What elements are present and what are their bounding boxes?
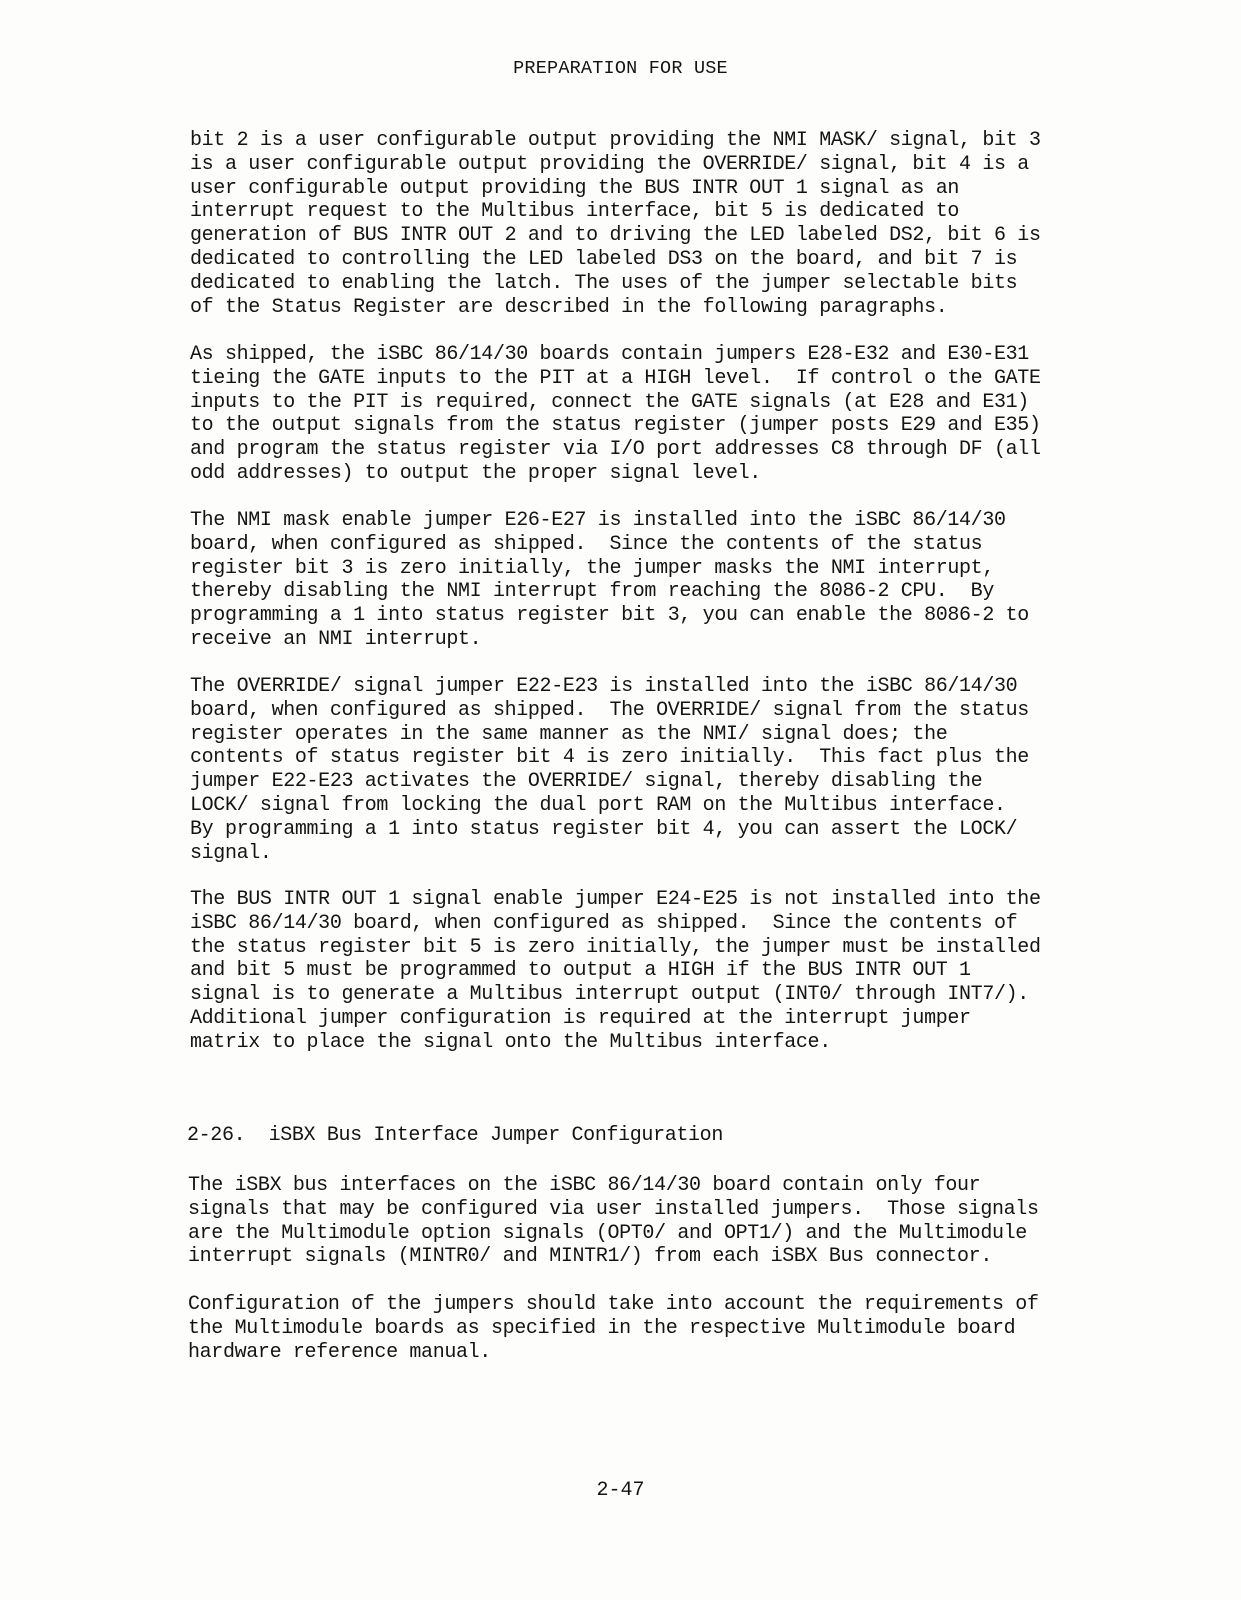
paragraph-jumper-configuration: Configuration of the jumpers should take into account the requirements of the Multimodule boards as specified in the respective Multimodule board hardware reference manual. bbox=[188, 1293, 1039, 1364]
section-heading: 2-26. iSBX Bus Interface Jumper Configuration bbox=[187, 1124, 723, 1147]
paragraph-nmi-mask: The NMI mask enable jumper E26-E27 is installed into the iSBC 86/14/30 board, when configured as shipped. Since the contents of the status register bit 3 is zero initially, the jumper masks the NMI interrupt, thereby disabling the NMI interrupt from reaching the 8086-2 CPU. By programming a 1 into status register bit 3, you can enable the 8086-2 to receive an NMI interrupt. bbox=[190, 509, 1029, 651]
paragraph-status-register-bits: bit 2 is a user configurable output providing the NMI MASK/ signal, bit 3 is a user configurable output providing the OVERRIDE/ signal, bit 4 is a user configurable output providing the BUS INTR OUT 1 signal as an interrupt request to the Multibus interface, bit 5 is dedicated to generation of BUS INTR OUT 2 and to driving the LED labeled DS2, bit 6 is dedicated to controlling the LED labeled DS3 on the board, and bit 7 is dedicated to enabling the latch. The uses of the jumper selectable bits of the Status Register are described in the following paragraphs. bbox=[190, 129, 1041, 319]
paragraph-isbx-interfaces: The iSBX bus interfaces on the iSBC 86/14/30 board contain only four signals that may be configured via user installed jumpers. Those signals are the Multimodule option signals (OPT0/ and OPT1/) and the Multimodule interrupt signals (MINTR0/ and MINTR1/) from each iSBX Bus connector. bbox=[188, 1174, 1039, 1269]
paragraph-gate-jumpers: As shipped, the iSBC 86/14/30 boards contain jumpers E28-E32 and E30-E31 tieing the GATE inputs to the PIT at a HIGH level. If control o the GATE inputs to the PIT is required, connect the GATE signals (at E28 and E31) to the output signals from the status register (jumper posts E29 and E35) and program the status register via I/O port addresses C8 through DF (all odd addresses) to output the proper signal level. bbox=[190, 343, 1041, 485]
page-number: 2-47 bbox=[596, 1479, 645, 1502]
paragraph-bus-intr-out: The BUS INTR OUT 1 signal enable jumper E24-E25 is not installed into the iSBC 86/14/30 board, when configured as shipped. Since the contents of the status register bit 5 is zero initially, the jumper must be installed and bit 5 must be programmed to output a HIGH if the BUS INTR OUT 1 signal is to generate a Multibus interrupt output (INT0/ through INT7/). Additional jumper configuration is required at the interrupt jumper matrix to place the signal onto the Multibus interface. bbox=[190, 888, 1041, 1054]
page-header: PREPARATION FOR USE bbox=[513, 58, 728, 79]
paragraph-override-signal: The OVERRIDE/ signal jumper E22-E23 is installed into the iSBC 86/14/30 board, when configured as shipped. The OVERRIDE/ signal from the status register operates in the same manner as the NMI/ signal does; the contents of status register bit 4 is zero initially. This fact plus the jumper E22-E23 activates the OVERRIDE/ signal, thereby disabling the LOCK/ signal from locking the dual port RAM on the Multibus interface. By programming a 1 into status register bit 4, you can assert the LOCK/ signal. bbox=[190, 675, 1029, 865]
